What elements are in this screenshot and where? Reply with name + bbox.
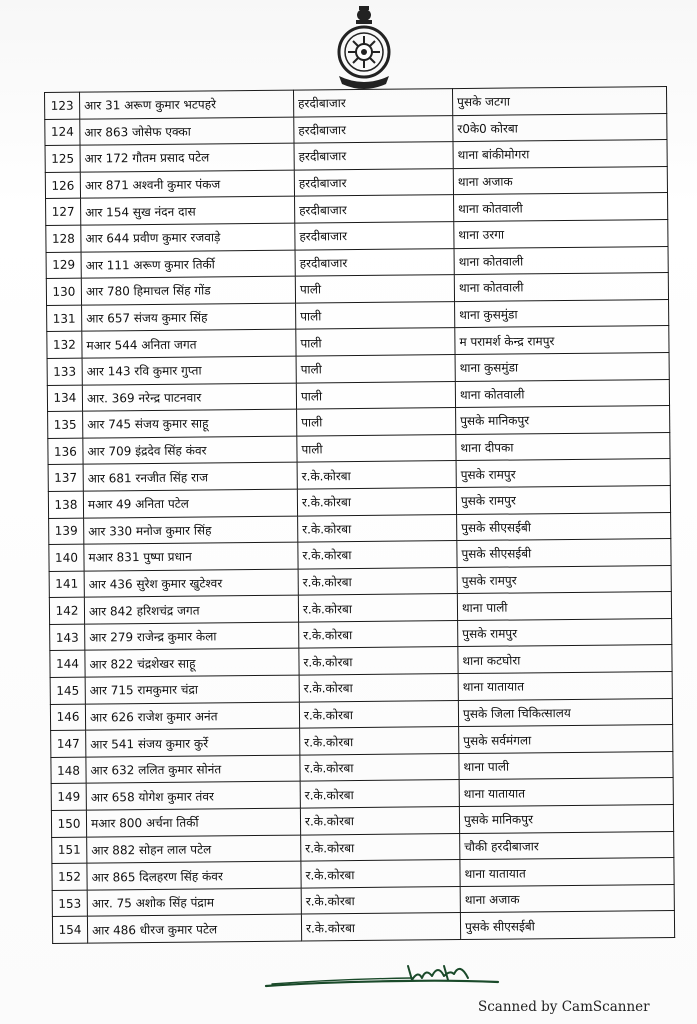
serial-number-cell: 142 bbox=[49, 597, 84, 624]
scanner-watermark: Scanned by CamScanner bbox=[478, 999, 650, 1015]
posted-from-cell: र.के.कोरबा bbox=[300, 727, 459, 755]
posted-to-cell: थाना कोतवाली bbox=[454, 246, 668, 275]
posted-to-cell: थाना यातायात bbox=[458, 672, 672, 701]
posted-from-cell: हरदीबाजार bbox=[295, 195, 454, 223]
serial-number-cell: 136 bbox=[48, 438, 83, 465]
posted-to-cell: थाना बांकीमोगरा bbox=[453, 140, 667, 169]
personnel-name-cell: आर 871 अश्वनी कुमार पंकज bbox=[80, 170, 294, 199]
posted-from-cell: र.के.कोरबा bbox=[301, 860, 460, 888]
serial-number-cell: 131 bbox=[47, 305, 82, 332]
posted-to-cell: थाना कुसमुंडा bbox=[455, 352, 669, 381]
personnel-name-cell: आर 681 रनजीत सिंह राज bbox=[83, 462, 297, 491]
posted-from-cell: हरदीबाजार bbox=[294, 168, 453, 196]
personnel-name-cell: आर 31 अरूण कुमार भटपहरे bbox=[80, 90, 294, 119]
posted-to-cell: पुसके सीएसईबी bbox=[460, 911, 674, 940]
posted-from-cell: र.के.कोरबा bbox=[298, 567, 457, 595]
personnel-name-cell: आर 709 इंद्रदेव सिंह कंवर bbox=[83, 436, 297, 465]
serial-number-cell: 145 bbox=[50, 677, 85, 704]
posted-from-cell: हरदीबाजार bbox=[293, 89, 452, 117]
serial-number-cell: 123 bbox=[45, 92, 80, 119]
personnel-name-cell: आर 632 ललित कुमार सोनंत bbox=[86, 755, 300, 784]
posted-to-cell: पुसके मानिकपुर bbox=[459, 805, 673, 834]
posted-to-cell: म परामर्श केन्द्र रामपुर bbox=[455, 326, 669, 355]
posted-to-cell: पुसके जिला चिकित्सालय bbox=[458, 698, 672, 727]
personnel-name-cell: मआर 831 पुष्पा प्रधान bbox=[84, 542, 298, 571]
posted-to-cell: पुसके रामपुर bbox=[457, 565, 671, 594]
serial-number-cell: 129 bbox=[46, 252, 81, 279]
serial-number-cell: 149 bbox=[51, 784, 86, 811]
serial-number-cell: 134 bbox=[47, 385, 82, 412]
posted-to-cell: थाना पाली bbox=[457, 592, 671, 621]
posted-from-cell: हरदीबाजार bbox=[295, 248, 454, 276]
posted-to-cell: थाना कोतवाली bbox=[455, 379, 669, 408]
serial-number-cell: 127 bbox=[46, 199, 81, 226]
personnel-name-cell: आर 745 संजय कुमार साहू bbox=[83, 409, 297, 438]
personnel-transfer-table bbox=[44, 86, 675, 944]
posted-from-cell: पाली bbox=[296, 301, 455, 329]
posted-to-cell: पुसके जटगा bbox=[452, 87, 666, 116]
posted-to-cell: र0के0 कोरबा bbox=[453, 113, 667, 142]
posted-to-cell: पुसके सीएसईबी bbox=[457, 539, 671, 568]
posted-from-cell: पाली bbox=[297, 408, 456, 436]
serial-number-cell: 135 bbox=[48, 411, 83, 438]
personnel-name-cell: आर 780 हिमाचल सिंह गोंड bbox=[81, 276, 295, 305]
personnel-name-cell: आर 865 दिलहरण सिंह कंवर bbox=[87, 861, 301, 890]
posted-to-cell: थाना उरगा bbox=[454, 219, 668, 248]
personnel-name-cell: आर. 369 नरेन्द्र पाटनवार bbox=[82, 383, 296, 412]
posted-from-cell: हरदीबाजार bbox=[294, 115, 453, 143]
personnel-name-cell: मआर 49 अनिता पटेल bbox=[83, 489, 297, 518]
serial-number-cell: 144 bbox=[50, 651, 85, 678]
serial-number-cell: 124 bbox=[45, 119, 80, 146]
personnel-name-cell: आर 172 गौतम प्रसाद पटेल bbox=[80, 143, 294, 172]
serial-number-cell: 139 bbox=[49, 518, 84, 545]
personnel-name-cell: आर 486 धीरज कुमार पटेल bbox=[87, 914, 301, 943]
personnel-name-cell: आर 882 सोहन लाल पटेल bbox=[87, 835, 301, 864]
posted-to-cell: थाना यातायात bbox=[460, 858, 674, 887]
serial-number-cell: 138 bbox=[48, 491, 83, 518]
personnel-name-cell: आर 715 रामकुमार चंद्रा bbox=[85, 675, 299, 704]
serial-number-cell: 143 bbox=[50, 624, 85, 651]
posted-from-cell: पाली bbox=[296, 381, 455, 409]
posted-from-cell: र.के.कोरबा bbox=[299, 620, 458, 648]
posted-from-cell: र.के.कोरबा bbox=[300, 780, 459, 808]
posted-to-cell: थाना कटघोरा bbox=[458, 645, 672, 674]
serial-number-cell: 130 bbox=[46, 278, 81, 305]
posted-from-cell: र.के.कोरबा bbox=[298, 594, 457, 622]
posted-to-cell: थाना दीपका bbox=[456, 432, 670, 461]
personnel-name-cell: आर. 75 अशोक सिंह पंद्राम bbox=[87, 888, 301, 917]
posted-to-cell: पुसके मानिकपुर bbox=[456, 406, 670, 435]
serial-number-cell: 128 bbox=[46, 225, 81, 252]
table-row bbox=[52, 911, 674, 944]
posted-from-cell: र.के.कोरबा bbox=[300, 807, 459, 835]
serial-number-cell: 148 bbox=[51, 757, 86, 784]
posted-to-cell: थाना कुसमुंडा bbox=[455, 299, 669, 328]
serial-number-cell: 132 bbox=[47, 331, 82, 358]
personnel-name-cell: आर 657 संजय कुमार सिंह bbox=[82, 303, 296, 332]
posted-to-cell: थाना अजाक bbox=[453, 166, 667, 195]
posted-to-cell: थाना कोतवाली bbox=[454, 273, 668, 302]
posted-to-cell: पुसके सर्वमंगला bbox=[459, 725, 673, 754]
personnel-name-cell: मआर 544 अनिता जगत bbox=[82, 329, 296, 358]
posted-to-cell: पुसके सीएसईबी bbox=[457, 512, 671, 541]
serial-number-cell: 152 bbox=[52, 863, 87, 890]
posted-from-cell: हरदीबाजार bbox=[294, 142, 453, 170]
personnel-name-cell: आर 541 संजय कुमार कुर्रे bbox=[86, 728, 300, 757]
posted-to-cell: पुसके रामपुर bbox=[456, 459, 670, 488]
serial-number-cell: 154 bbox=[52, 917, 87, 944]
personnel-name-cell: आर 330 मनोज कुमार सिंह bbox=[84, 516, 298, 545]
posted-from-cell: पाली bbox=[295, 275, 454, 303]
serial-number-cell: 140 bbox=[49, 544, 84, 571]
posted-to-cell: थाना अजाक bbox=[460, 884, 674, 913]
police-emblem-icon bbox=[331, 4, 397, 90]
personnel-name-cell: आर 626 राजेश कुमार अनंत bbox=[85, 702, 299, 731]
serial-number-cell: 151 bbox=[52, 837, 87, 864]
posted-from-cell: हरदीबाजार bbox=[295, 222, 454, 250]
posted-from-cell: र.के.कोरबा bbox=[301, 833, 460, 861]
serial-number-cell: 126 bbox=[45, 172, 80, 199]
serial-number-cell: 146 bbox=[50, 704, 85, 731]
posted-from-cell: र.के.कोरबा bbox=[300, 753, 459, 781]
posted-to-cell: चौकी हरदीबाजार bbox=[460, 831, 674, 860]
posted-to-cell: पुसके रामपुर bbox=[458, 618, 672, 647]
posted-from-cell: पाली bbox=[296, 355, 455, 383]
personnel-name-cell: आर 111 अरूण कुमार तिर्की bbox=[81, 250, 295, 279]
posted-to-cell: थाना यातायात bbox=[459, 778, 673, 807]
serial-number-cell: 137 bbox=[48, 464, 83, 491]
personnel-name-cell: आर 436 सुरेश कुमार खुटेश्वर bbox=[84, 569, 298, 598]
serial-number-cell: 133 bbox=[47, 358, 82, 385]
posted-from-cell: र.के.कोरबा bbox=[297, 487, 456, 515]
posted-to-cell: पुसके रामपुर bbox=[456, 485, 670, 514]
personnel-name-cell: मआर 800 अर्चना तिर्की bbox=[86, 808, 300, 837]
serial-number-cell: 147 bbox=[51, 730, 86, 757]
serial-number-cell: 153 bbox=[52, 890, 87, 917]
serial-number-cell: 125 bbox=[45, 145, 80, 172]
posted-to-cell: थाना पाली bbox=[459, 751, 673, 780]
posted-from-cell: पाली bbox=[296, 328, 455, 356]
posted-from-cell: र.के.कोरबा bbox=[299, 700, 458, 728]
posted-from-cell: पाली bbox=[297, 434, 456, 462]
posted-from-cell: र.के.कोरबा bbox=[299, 674, 458, 702]
posted-from-cell: र.के.कोरबा bbox=[301, 913, 460, 941]
posted-to-cell: थाना कोतवाली bbox=[454, 193, 668, 222]
personnel-name-cell: आर 658 योगेश कुमार तंवर bbox=[86, 782, 300, 811]
posted-from-cell: र.के.कोरबा bbox=[297, 461, 456, 489]
posted-from-cell: र.के.कोरबा bbox=[298, 514, 457, 542]
personnel-name-cell: आर 842 हरिशचंद्र जगत bbox=[84, 595, 298, 624]
personnel-name-cell: आर 143 रवि कुमार गुप्ता bbox=[82, 356, 296, 385]
posted-from-cell: र.के.कोरबा bbox=[301, 886, 460, 914]
serial-number-cell: 141 bbox=[49, 571, 84, 598]
personnel-name-cell: आर 822 चंद्रशेखर साहू bbox=[85, 649, 299, 678]
posted-from-cell: र.के.कोरबा bbox=[299, 647, 458, 675]
posted-from-cell: र.के.कोरबा bbox=[298, 541, 457, 569]
personnel-name-cell: आर 863 जोसेफ एक्का bbox=[80, 117, 294, 146]
personnel-name-cell: आर 644 प्रवीण कुमार रजवाड़े bbox=[81, 223, 295, 252]
personnel-name-cell: आर 279 राजेन्द्र कुमार केला bbox=[85, 622, 299, 651]
handwritten-signature bbox=[262, 960, 502, 994]
personnel-name-cell: आर 154 सुख नंदन दास bbox=[81, 196, 295, 225]
serial-number-cell: 150 bbox=[51, 810, 86, 837]
